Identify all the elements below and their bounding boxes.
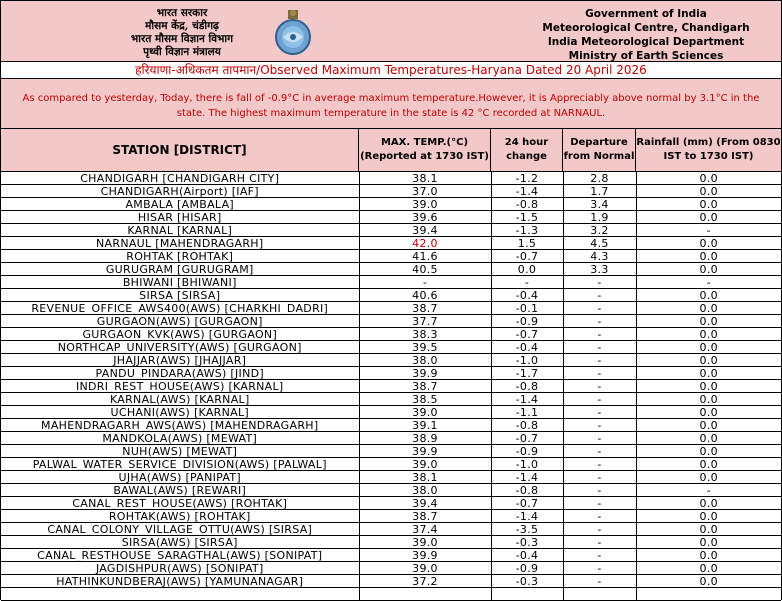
max-temp-cell: 39.9 bbox=[359, 549, 491, 562]
station-cell: JHAJJAR(AWS) [JHAJJAR] bbox=[1, 354, 359, 367]
table-row bbox=[1, 406, 781, 419]
departure-cell: - bbox=[563, 315, 636, 328]
temperature-table bbox=[1, 172, 781, 601]
rainfall-cell: 0.0 bbox=[636, 367, 781, 380]
hindi-line: भारत मौसम विज्ञान विभाग bbox=[130, 33, 234, 45]
departure-cell: - bbox=[563, 302, 636, 315]
table-row bbox=[1, 445, 781, 458]
table-row bbox=[1, 393, 781, 406]
table-row bbox=[1, 328, 781, 341]
change-cell: -0.7 bbox=[491, 250, 563, 263]
change-cell: -0.8 bbox=[491, 484, 563, 497]
rainfall-cell: 0.0 bbox=[636, 458, 781, 471]
rainfall-cell: 0.0 bbox=[636, 328, 781, 341]
hindi-line: मौसम केंद्र, चंडीगढ़ bbox=[145, 20, 219, 32]
station-cell: NARNAUL [MAHENDRAGARH] bbox=[1, 237, 359, 250]
summary-text: As compared to yesterday, Today, there is fall of -0.9°C in average maximum temperature.However, it is Appreciably above normal by 3.1°C in the state. The highest maximum temperature in the state is 42 °C recorded at NARNAUL. bbox=[1, 79, 781, 129]
change-cell: 0.0 bbox=[491, 263, 563, 276]
rainfall-cell: 0.0 bbox=[636, 237, 781, 250]
change-cell: -3.5 bbox=[491, 523, 563, 536]
departure-cell: - bbox=[563, 510, 636, 523]
departure-cell: 3.3 bbox=[563, 263, 636, 276]
max-temp-cell: 39.0 bbox=[359, 406, 491, 419]
change-cell bbox=[491, 588, 563, 601]
table-row bbox=[1, 185, 781, 198]
change-cell: -1.0 bbox=[491, 458, 563, 471]
change-cell: -0.8 bbox=[491, 380, 563, 393]
station-cell: ROHTAK [ROHTAK] bbox=[1, 250, 359, 263]
rainfall-cell: 0.0 bbox=[636, 315, 781, 328]
max-temp-cell: 38.7 bbox=[359, 510, 491, 523]
station-cell: GURGAON(AWS) [GURGAON] bbox=[1, 315, 359, 328]
departure-cell: - bbox=[563, 393, 636, 406]
max-temp-cell: 39.4 bbox=[359, 497, 491, 510]
table-header bbox=[1, 129, 781, 172]
max-temp-cell: 39.6 bbox=[359, 211, 491, 224]
table-row bbox=[1, 523, 781, 536]
change-cell: -0.9 bbox=[491, 315, 563, 328]
departure-cell: - bbox=[563, 406, 636, 419]
max-temp-cell: 38.7 bbox=[359, 380, 491, 393]
report-title bbox=[1, 62, 781, 79]
max-temp-cell: - bbox=[359, 276, 491, 289]
table-row bbox=[1, 198, 781, 211]
change-cell: -1.0 bbox=[491, 354, 563, 367]
max-temp-cell: 39.9 bbox=[359, 367, 491, 380]
max-temp-cell: 37.4 bbox=[359, 523, 491, 536]
table-row bbox=[1, 471, 781, 484]
departure-cell: 4.3 bbox=[563, 250, 636, 263]
station-cell: MANDKOLA(AWS) [MEWAT] bbox=[1, 432, 359, 445]
rainfall-cell: 0.0 bbox=[636, 354, 781, 367]
departure-cell: - bbox=[563, 432, 636, 445]
change-cell: -1.4 bbox=[491, 393, 563, 406]
report-title-hindi: हरियाणा-अधिकतम तापमान/ bbox=[135, 63, 261, 77]
max-temp-cell bbox=[359, 588, 491, 601]
max-temp-cell: 37.2 bbox=[359, 575, 491, 588]
station-cell: GURGAON_KVK(AWS) [GURGAON] bbox=[1, 328, 359, 341]
station-cell: NORTHCAP_UNIVERSITY(AWS) [GURGAON] bbox=[1, 341, 359, 354]
table-row bbox=[1, 354, 781, 367]
rainfall-cell: 0.0 bbox=[636, 575, 781, 588]
max-temp-cell: 39.9 bbox=[359, 445, 491, 458]
imd-emblem-icon bbox=[271, 9, 315, 57]
station-cell: MAHENDRAGARH_AWS(AWS) [MAHENDRAGARH] bbox=[1, 419, 359, 432]
rainfall-cell: - bbox=[636, 224, 781, 237]
table-row bbox=[1, 341, 781, 354]
max-temp-cell: 37.7 bbox=[359, 315, 491, 328]
max-temp-cell: 37.0 bbox=[359, 185, 491, 198]
station-cell: CANAL_RESTHOUSE_SARAGTHAL(AWS) [SONIPAT] bbox=[1, 549, 359, 562]
station-cell: BAWAL(AWS) [REWARI] bbox=[1, 484, 359, 497]
table-row bbox=[1, 289, 781, 302]
change-cell: -0.4 bbox=[491, 549, 563, 562]
col-station-header: STATION [DISTRICT] bbox=[1, 129, 359, 171]
table-row bbox=[1, 237, 781, 250]
rainfall-cell: 0.0 bbox=[636, 302, 781, 315]
station-cell: ROHTAK(AWS) [ROHTAK] bbox=[1, 510, 359, 523]
departure-cell: - bbox=[563, 471, 636, 484]
table-row bbox=[1, 432, 781, 445]
departure-cell bbox=[563, 588, 636, 601]
table-row bbox=[1, 250, 781, 263]
departure-cell: 4.5 bbox=[563, 237, 636, 250]
temperature-table-body bbox=[1, 172, 781, 601]
table-row bbox=[1, 549, 781, 562]
station-cell: SIRSA(AWS) [SIRSA] bbox=[1, 536, 359, 549]
english-line: Ministry of Earth Sciences bbox=[568, 50, 724, 62]
change-cell: -0.7 bbox=[491, 497, 563, 510]
col-rainfall-header: Rainfall (mm) (From 0830 IST to 1730 IST) bbox=[636, 137, 781, 162]
english-line: Government of India bbox=[585, 8, 707, 20]
departure-cell: - bbox=[563, 289, 636, 302]
station-cell: CANAL_COLONY_VILLAGE_OTTU(AWS) [SIRSA] bbox=[1, 523, 359, 536]
rainfall-cell: 0.0 bbox=[636, 549, 781, 562]
departure-cell: - bbox=[563, 276, 636, 289]
change-cell: -1.4 bbox=[491, 471, 563, 484]
departure-cell: 3.2 bbox=[563, 224, 636, 237]
rainfall-cell: 0.0 bbox=[636, 172, 781, 185]
station-cell: NUH(AWS) [MEWAT] bbox=[1, 445, 359, 458]
change-cell: - bbox=[491, 276, 563, 289]
change-cell: -1.3 bbox=[491, 224, 563, 237]
table-row bbox=[1, 315, 781, 328]
change-cell: -0.9 bbox=[491, 562, 563, 575]
hindi-org-block bbox=[97, 7, 267, 59]
change-cell: -1.1 bbox=[491, 406, 563, 419]
col-max-temp-header: MAX. TEMP.(°C) (Reported at 1730 IST) bbox=[359, 129, 491, 171]
departure-cell: 1.9 bbox=[563, 211, 636, 224]
station-cell: CHANDIGARH [CHANDIGARH CITY] bbox=[1, 172, 359, 185]
change-cell: -1.4 bbox=[491, 510, 563, 523]
rainfall-cell: - bbox=[636, 276, 781, 289]
table-row bbox=[1, 276, 781, 289]
table-row bbox=[1, 575, 781, 588]
station-cell: KARNAL [KARNAL] bbox=[1, 224, 359, 237]
change-cell: -0.4 bbox=[491, 289, 563, 302]
departure-cell: 3.4 bbox=[563, 198, 636, 211]
change-cell: -1.4 bbox=[491, 185, 563, 198]
rainfall-cell: 0.0 bbox=[636, 185, 781, 198]
table-row bbox=[1, 484, 781, 497]
english-org-block bbox=[511, 7, 781, 63]
rainfall-cell: 0.0 bbox=[636, 523, 781, 536]
station-cell: KARNAL(AWS) [KARNAL] bbox=[1, 393, 359, 406]
departure-cell: - bbox=[563, 549, 636, 562]
departure-cell: - bbox=[563, 458, 636, 471]
max-temp-cell: 39.0 bbox=[359, 562, 491, 575]
departure-cell: - bbox=[563, 562, 636, 575]
table-row bbox=[1, 536, 781, 549]
rainfall-cell: 0.0 bbox=[636, 562, 781, 575]
station-cell: CHANDIGARH(Airport) [IAF] bbox=[1, 185, 359, 198]
max-temp-cell: 38.0 bbox=[359, 484, 491, 497]
max-temp-cell: 40.6 bbox=[359, 289, 491, 302]
table-row bbox=[1, 588, 781, 601]
max-temp-cell: 38.9 bbox=[359, 432, 491, 445]
max-temp-cell: 38.1 bbox=[359, 172, 491, 185]
station-cell: CANAL_REST_HOUSE(AWS) [ROHTAK] bbox=[1, 497, 359, 510]
station-cell bbox=[1, 588, 359, 601]
table-row bbox=[1, 458, 781, 471]
rainfall-cell: 0.0 bbox=[636, 419, 781, 432]
departure-cell: - bbox=[563, 536, 636, 549]
max-temp-cell: 38.7 bbox=[359, 302, 491, 315]
max-temp-cell: 38.1 bbox=[359, 471, 491, 484]
departure-cell: 2.8 bbox=[563, 172, 636, 185]
departure-cell: - bbox=[563, 419, 636, 432]
station-cell: REVENUE_OFFICE_AWS400(AWS) [CHARKHI_DADRI] bbox=[1, 302, 359, 315]
table-row bbox=[1, 562, 781, 575]
change-cell: -0.3 bbox=[491, 575, 563, 588]
departure-cell: - bbox=[563, 380, 636, 393]
table-row bbox=[1, 263, 781, 276]
table-row bbox=[1, 367, 781, 380]
max-temp-cell: 42.0 bbox=[359, 237, 491, 250]
rainfall-cell: 0.0 bbox=[636, 406, 781, 419]
station-cell: PANDU_PINDARA(AWS) [JIND] bbox=[1, 367, 359, 380]
departure-cell: - bbox=[563, 354, 636, 367]
station-cell: HATHINKUNDBERAJ(AWS) [YAMUNANAGAR] bbox=[1, 575, 359, 588]
col-departure-header: Departure from Normal bbox=[563, 129, 636, 171]
max-temp-cell: 39.0 bbox=[359, 198, 491, 211]
max-temp-cell: 39.1 bbox=[359, 419, 491, 432]
max-temp-cell: 39.0 bbox=[359, 536, 491, 549]
english-line: Meteorological Centre, Chandigarh bbox=[542, 22, 750, 34]
hindi-line: पृथ्वी विज्ञान मंत्रालय bbox=[143, 46, 221, 58]
english-line: India Meteorological Department bbox=[547, 36, 745, 48]
station-cell: UJHA(AWS) [PANIPAT] bbox=[1, 471, 359, 484]
change-cell: -1.2 bbox=[491, 172, 563, 185]
max-temp-cell: 38.3 bbox=[359, 328, 491, 341]
station-cell: HISAR [HISAR] bbox=[1, 211, 359, 224]
rainfall-cell: 0.0 bbox=[636, 510, 781, 523]
table-row bbox=[1, 510, 781, 523]
departure-cell: - bbox=[563, 484, 636, 497]
station-cell: AMBALA [AMBALA] bbox=[1, 198, 359, 211]
station-cell: JAGDISHPUR(AWS) [SONIPAT] bbox=[1, 562, 359, 575]
rainfall-cell: 0.0 bbox=[636, 380, 781, 393]
rainfall-cell: 0.0 bbox=[636, 432, 781, 445]
hindi-line: भारत सरकार bbox=[156, 7, 208, 19]
table-row bbox=[1, 211, 781, 224]
report-header bbox=[1, 0, 781, 62]
departure-cell: - bbox=[563, 341, 636, 354]
change-cell: -0.9 bbox=[491, 445, 563, 458]
rainfall-cell bbox=[636, 588, 781, 601]
change-cell: -1.7 bbox=[491, 367, 563, 380]
rainfall-cell: 0.0 bbox=[636, 536, 781, 549]
departure-cell: - bbox=[563, 523, 636, 536]
change-cell: -0.1 bbox=[491, 302, 563, 315]
max-temp-cell: 39.4 bbox=[359, 224, 491, 237]
station-cell: GURUGRAM [GURUGRAM] bbox=[1, 263, 359, 276]
change-cell: -0.4 bbox=[491, 341, 563, 354]
rainfall-cell: 0.0 bbox=[636, 497, 781, 510]
departure-cell: 1.7 bbox=[563, 185, 636, 198]
max-temp-cell: 39.0 bbox=[359, 458, 491, 471]
change-cell: -0.7 bbox=[491, 432, 563, 445]
station-cell: SIRSA [SIRSA] bbox=[1, 289, 359, 302]
change-cell: -0.7 bbox=[491, 328, 563, 341]
departure-cell: - bbox=[563, 367, 636, 380]
rainfall-cell: 0.0 bbox=[636, 263, 781, 276]
rainfall-cell: 0.0 bbox=[636, 250, 781, 263]
table-row bbox=[1, 497, 781, 510]
rainfall-cell: 0.0 bbox=[636, 445, 781, 458]
table-row bbox=[1, 224, 781, 237]
rainfall-cell: 0.0 bbox=[636, 393, 781, 406]
change-cell: -0.8 bbox=[491, 419, 563, 432]
max-temp-cell: 38.5 bbox=[359, 393, 491, 406]
report-title-english: Observed Maximum Temperatures-Haryana Dated 20 April 2026 bbox=[260, 63, 647, 77]
station-cell: BHIWANI [BHIWANI] bbox=[1, 276, 359, 289]
rainfall-cell: 0.0 bbox=[636, 341, 781, 354]
max-temp-cell: 41.6 bbox=[359, 250, 491, 263]
max-temp-cell: 39.5 bbox=[359, 341, 491, 354]
table-row bbox=[1, 380, 781, 393]
change-cell: -1.5 bbox=[491, 211, 563, 224]
station-cell: INDRI_REST_HOUSE(AWS) [KARNAL] bbox=[1, 380, 359, 393]
rainfall-cell: 0.0 bbox=[636, 289, 781, 302]
table-row bbox=[1, 302, 781, 315]
change-cell: -0.8 bbox=[491, 198, 563, 211]
rainfall-cell: 0.0 bbox=[636, 471, 781, 484]
rainfall-cell: - bbox=[636, 484, 781, 497]
change-cell: 1.5 bbox=[491, 237, 563, 250]
rainfall-cell: 0.0 bbox=[636, 198, 781, 211]
col-change-header: 24 hour change bbox=[491, 129, 563, 171]
station-cell: PALWAL_WATER_SERVICE_DIVISION(AWS) [PALWAL] bbox=[1, 458, 359, 471]
station-cell: UCHANI(AWS) [KARNAL] bbox=[1, 406, 359, 419]
departure-cell: - bbox=[563, 497, 636, 510]
departure-cell: - bbox=[563, 575, 636, 588]
table-row bbox=[1, 419, 781, 432]
change-cell: -0.3 bbox=[491, 536, 563, 549]
max-temp-cell: 40.5 bbox=[359, 263, 491, 276]
departure-cell: - bbox=[563, 445, 636, 458]
rainfall-cell: 0.0 bbox=[636, 211, 781, 224]
max-temp-cell: 38.0 bbox=[359, 354, 491, 367]
table-row bbox=[1, 172, 781, 185]
departure-cell: - bbox=[563, 328, 636, 341]
